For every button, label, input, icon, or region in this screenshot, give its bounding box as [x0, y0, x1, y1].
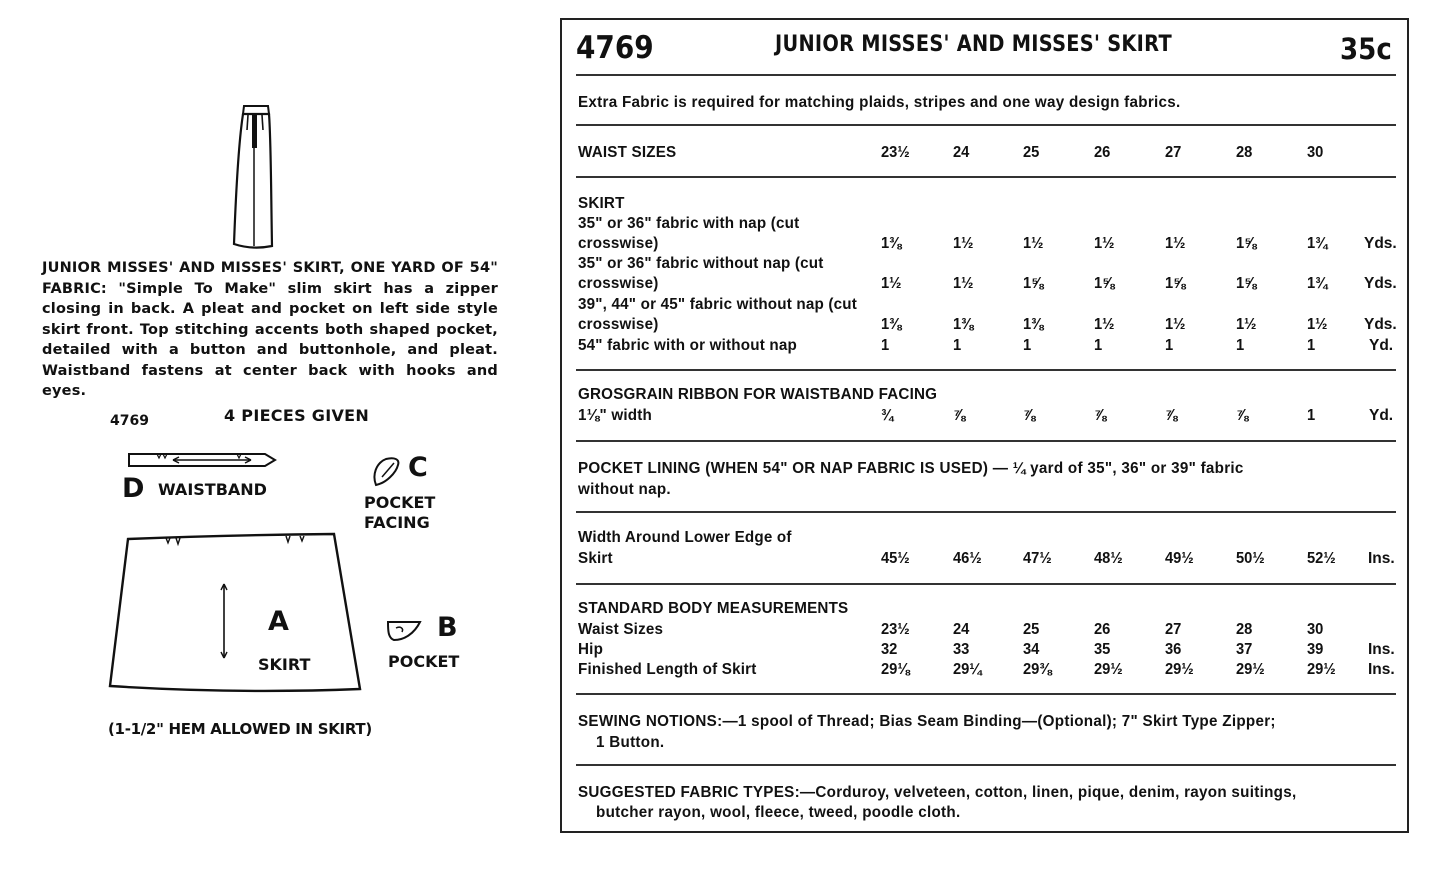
waist-size-cell: 30 [1307, 144, 1324, 161]
skirt-row-label: 54" fabric with or without nap [578, 337, 797, 354]
skirt-row-label: 35" or 36" fabric without nap (cut [578, 255, 824, 272]
value-cell: ⅞ [1236, 407, 1249, 424]
value-cell: 1½ [1023, 235, 1044, 252]
value-cell: 1⅜ [953, 316, 974, 333]
divider [576, 124, 1396, 126]
skirt-yardage-row [0, 235, 1445, 255]
description-body: "Simple To Make" slim skirt has a zipper closing in back. A pleat and pocket on left side style skirt front. Top stitching accents both shaped pocket, detailed with a button and buttonhole, and pleat. Waistband fastens at center back with hooks and eyes. [42, 280, 499, 399]
value-cell: 29⅛ [881, 661, 910, 678]
lower-edge-label-line2: Skirt [578, 550, 613, 567]
sewing-notions-line1: SEWING NOTIONS:—1 spool of Thread; Bias Seam Binding—(Optional); 7" Skirt Type Zipper; [578, 713, 1276, 730]
value-cell: 1½ [1236, 316, 1257, 333]
unit-label: Yds. [1364, 235, 1397, 252]
piece-letter-d: D [122, 473, 145, 504]
value-cell: 1½ [1307, 316, 1328, 333]
skirt-row-label-cont: crosswise) [578, 316, 659, 333]
unit-label: Ins. [1368, 550, 1395, 567]
value-cell: 29½ [1094, 661, 1123, 678]
divider [576, 440, 1396, 442]
grosgrain-heading: GROSGRAIN RIBBON FOR WAISTBAND FACING [578, 386, 938, 403]
unit-label: Yd. [1369, 337, 1394, 354]
grosgrain-row [0, 407, 1445, 427]
value-cell: 1 [953, 337, 962, 354]
value-cell: 29½ [1165, 661, 1194, 678]
piece-letter-c: C [408, 452, 428, 483]
value-cell: 1 [1307, 407, 1316, 424]
grosgrain-label: 1⅛" width [578, 407, 652, 424]
pattern-number: 4769 [576, 30, 654, 66]
pocket-lining-line2: without nap. [578, 481, 671, 498]
value-cell: 36 [1165, 641, 1182, 658]
unit-label: Yds. [1364, 316, 1397, 333]
value-cell: 1½ [1094, 235, 1115, 252]
value-cell: 1⅝ [1023, 275, 1044, 292]
value-cell: 27 [1165, 621, 1182, 638]
value-cell: 1 [1023, 337, 1032, 354]
value-cell: 29⅜ [1023, 661, 1052, 678]
value-cell: 25 [1023, 621, 1040, 638]
waist-sizes-row [0, 144, 1445, 164]
extra-fabric-note: Extra Fabric is required for matching plaids, stripes and one way design fabrics. [578, 94, 1181, 111]
value-cell: 1⅝ [1094, 275, 1115, 292]
value-cell: 1½ [1165, 316, 1186, 333]
body-measurements-heading: STANDARD BODY MEASUREMENTS [578, 600, 849, 617]
waist-sizes-label: WAIST SIZES [578, 144, 677, 161]
body-measurement-label: Finished Length of Skirt [578, 661, 757, 678]
pattern-price: 35c [1340, 32, 1392, 66]
skirt-illustration [226, 100, 278, 252]
divider [576, 693, 1396, 695]
value-cell: 49½ [1165, 550, 1194, 567]
value-cell: 23½ [881, 621, 910, 638]
value-cell: 1⅝ [1236, 235, 1257, 252]
skirt-row-label-cont: crosswise) [578, 275, 659, 292]
piece-label-skirt: SKIRT [258, 655, 311, 674]
piece-letter-b: B [437, 612, 458, 643]
value-cell: 24 [953, 621, 970, 638]
unit-label: Ins. [1368, 661, 1395, 678]
waistband-piece-icon [127, 450, 279, 470]
value-cell: 52½ [1307, 550, 1336, 567]
body-measurement-label: Waist Sizes [578, 621, 664, 638]
value-cell: 1⅜ [881, 316, 902, 333]
unit-label: Yd. [1369, 407, 1394, 424]
value-cell: 1½ [1165, 235, 1186, 252]
body-measurement-row [0, 641, 1445, 661]
value-cell: ⅞ [1165, 407, 1178, 424]
pocket-lining-line1: POCKET LINING (WHEN 54" OR NAP FABRIC IS USED) — ¼ yard of 35", 36" or 39" fabric [578, 460, 1244, 477]
body-measurement-row [0, 621, 1445, 641]
value-cell: 1¾ [1307, 275, 1328, 292]
waist-size-cell: 28 [1236, 144, 1253, 161]
pieces-given: 4 PIECES GIVEN [224, 406, 370, 425]
piece-label-pocket-facing-line2: FACING [364, 513, 430, 532]
value-cell: 47½ [1023, 550, 1052, 567]
value-cell: 50½ [1236, 550, 1265, 567]
value-cell: 1 [1236, 337, 1245, 354]
divider [576, 369, 1396, 371]
skirt-yardage-row [0, 316, 1445, 336]
waist-size-cell: 23½ [881, 144, 910, 161]
pattern-title: JUNIOR MISSES' AND MISSES' SKIRT [775, 32, 1172, 57]
value-cell: 1⅝ [1236, 275, 1257, 292]
body-measurement-label: Hip [578, 641, 604, 658]
value-cell: 1⅜ [881, 235, 902, 252]
pattern-number-small: 4769 [110, 413, 149, 429]
value-cell: 28 [1236, 621, 1253, 638]
value-cell: 1½ [953, 275, 974, 292]
piece-letter-a: A [268, 606, 289, 637]
unit-label: Yds. [1364, 275, 1397, 292]
skirt-heading: SKIRT [578, 195, 625, 212]
value-cell: ⅞ [1023, 407, 1036, 424]
piece-label-waistband: WAISTBAND [158, 480, 267, 499]
value-cell: 33 [953, 641, 970, 658]
value-cell: 1 [1094, 337, 1103, 354]
value-cell: 1½ [953, 235, 974, 252]
fabric-types-line2: butcher rayon, wool, fleece, tweed, poodle cloth. [596, 804, 961, 821]
value-cell: 30 [1307, 621, 1324, 638]
value-cell: ⅞ [1094, 407, 1107, 424]
skirt-row-label: 35" or 36" fabric with nap (cut [578, 215, 800, 232]
lower-edge-row [0, 550, 1445, 570]
value-cell: 1 [1165, 337, 1174, 354]
divider [576, 74, 1396, 76]
value-cell: 26 [1094, 621, 1111, 638]
fabric-types-line1: SUGGESTED FABRIC TYPES:—Corduroy, velveteen, cotton, linen, pique, denim, rayon suitings, [578, 784, 1297, 801]
piece-label-pocket-facing-line1: POCKET [364, 493, 436, 512]
divider [576, 583, 1396, 585]
value-cell: ⅞ [953, 407, 966, 424]
skirt-row-label: 39", 44" or 45" fabric without nap (cut [578, 296, 858, 313]
value-cell: 46½ [953, 550, 982, 567]
hem-note: (1-1/2" HEM ALLOWED IN SKIRT) [108, 720, 372, 738]
value-cell: 1⅝ [1165, 275, 1186, 292]
value-cell: 32 [881, 641, 898, 658]
waist-size-cell: 25 [1023, 144, 1040, 161]
divider [576, 764, 1396, 766]
skirt-yardage-row [0, 275, 1445, 295]
value-cell: 1½ [881, 275, 902, 292]
value-cell: 1½ [1094, 316, 1115, 333]
waist-size-cell: 27 [1165, 144, 1182, 161]
value-cell: 29¼ [953, 661, 982, 678]
waist-size-cell: 26 [1094, 144, 1111, 161]
value-cell: 1 [881, 337, 890, 354]
value-cell: 37 [1236, 641, 1253, 658]
value-cell: 34 [1023, 641, 1040, 658]
value-cell: 1 [1307, 337, 1316, 354]
lower-edge-label-line1: Width Around Lower Edge of [578, 529, 792, 546]
skirt-row-label-cont: crosswise) [578, 235, 659, 252]
value-cell: 48½ [1094, 550, 1123, 567]
pocket-facing-piece-icon [370, 455, 404, 489]
divider [576, 511, 1396, 513]
sewing-notions-line2: 1 Button. [596, 734, 665, 751]
value-cell: 39 [1307, 641, 1324, 658]
skirt-yardage-row [0, 337, 1445, 357]
body-measurement-row [0, 661, 1445, 681]
piece-label-pocket: POCKET [388, 652, 460, 671]
waist-size-cell: 24 [953, 144, 970, 161]
value-cell: 29½ [1307, 661, 1336, 678]
value-cell: 45½ [881, 550, 910, 567]
value-cell: 35 [1094, 641, 1111, 658]
value-cell: ¾ [881, 407, 894, 424]
description-lead: JUNIOR MISSES' AND MISSES' SKIRT, ONE YARD OF 54" FABRIC: [42, 260, 498, 297]
value-cell: 1¾ [1307, 235, 1328, 252]
value-cell: 1⅜ [1023, 316, 1044, 333]
value-cell: 29½ [1236, 661, 1265, 678]
unit-label: Ins. [1368, 641, 1395, 658]
divider [576, 176, 1396, 178]
